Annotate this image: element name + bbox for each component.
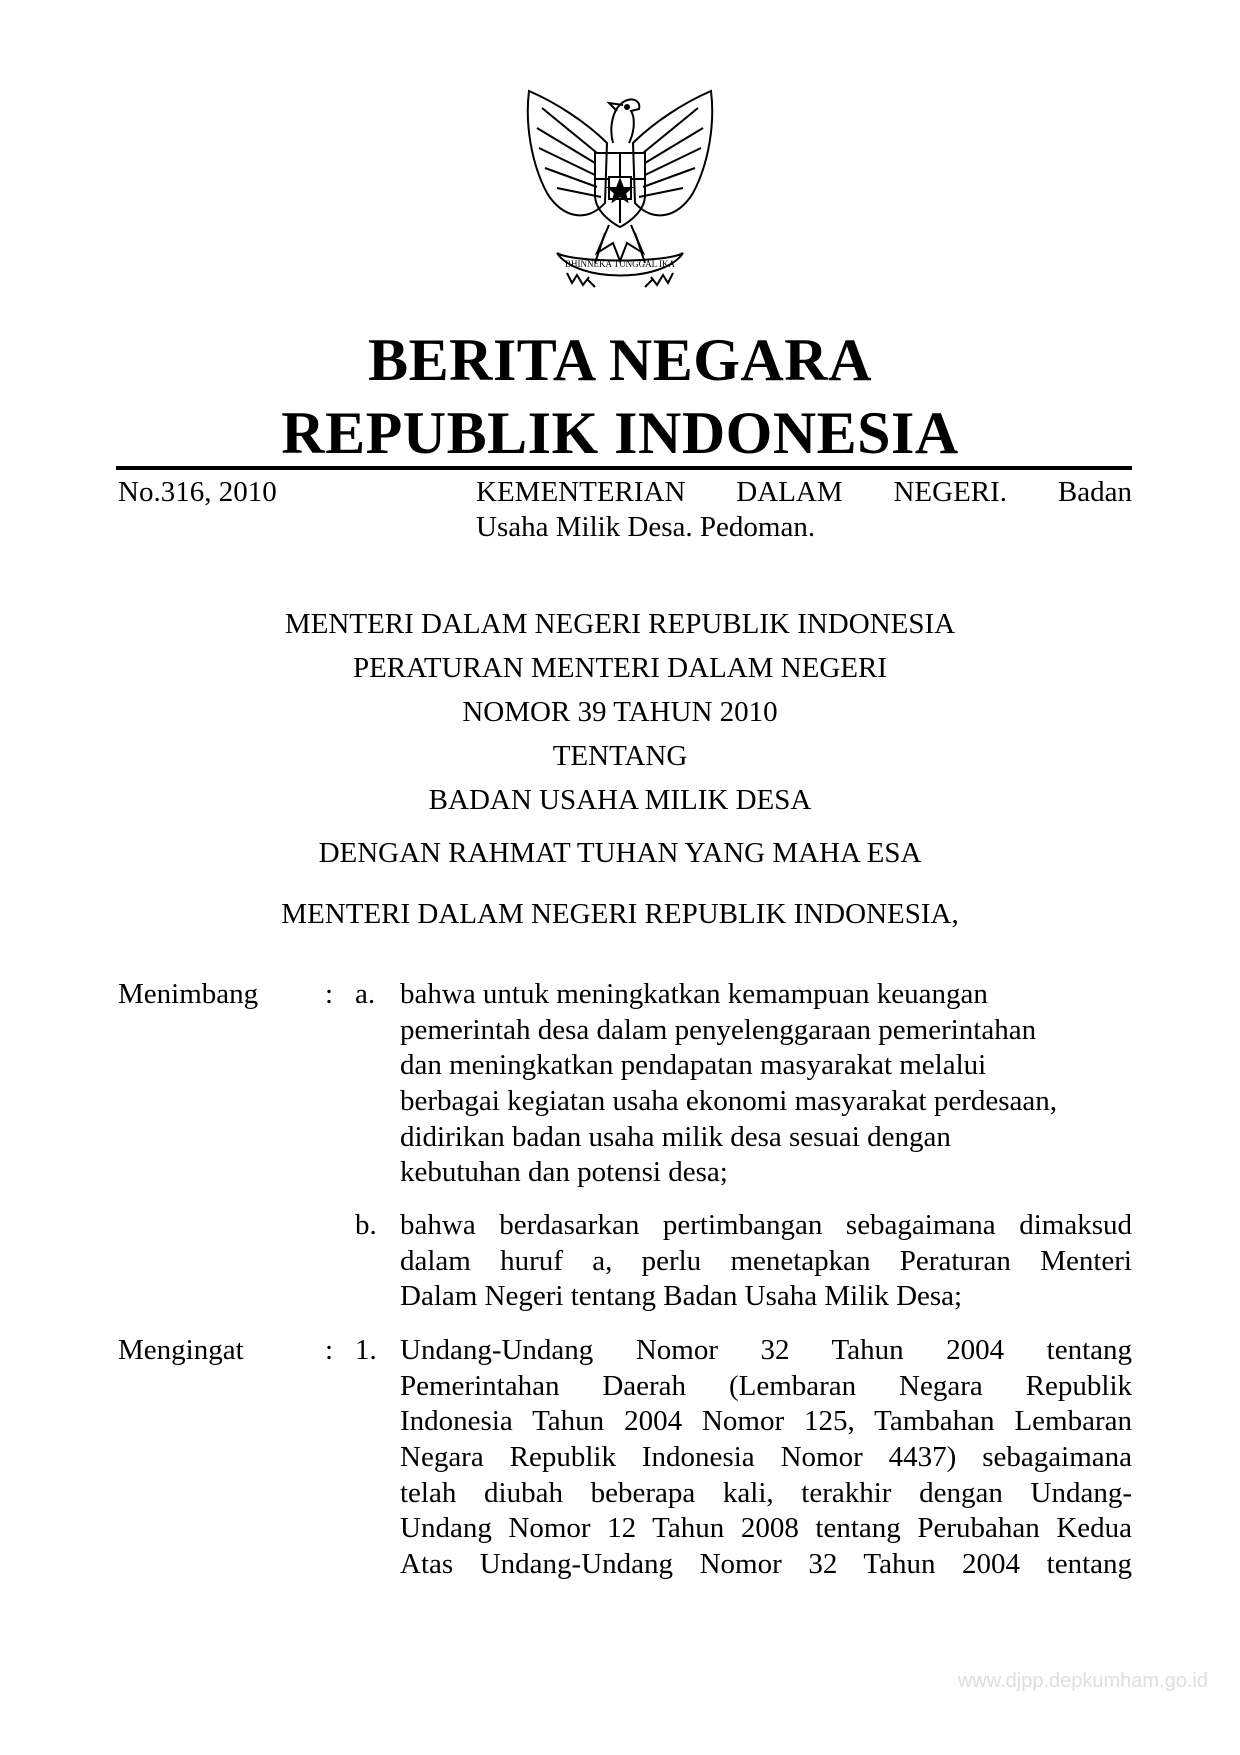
item-marker: b. bbox=[355, 1209, 377, 1241]
paragraph-line: Atas Undang-Undang Nomor 32 Tahun 2004 tentang bbox=[400, 1548, 1132, 1581]
document-number: No.316, 2010 bbox=[118, 476, 277, 508]
document-subject-line-1: KEMENTERIAN DALAM NEGERI. Badan bbox=[476, 476, 1132, 508]
paragraph-line: dan meningkatkan pendapatan masyarakat melalui bbox=[400, 1049, 987, 1082]
item-marker: a. bbox=[355, 978, 376, 1010]
paragraph-line: berbagai kegiatan usaha ekonomi masyarakat perdesaan, bbox=[400, 1085, 1058, 1118]
masthead-line-2: REPUBLIK INDONESIA bbox=[281, 400, 959, 466]
paragraph-line: bahwa untuk meningkatkan kemampuan keuangan bbox=[400, 978, 988, 1010]
paragraph-line: didirikan badan usaha milik desa sesuai dengan bbox=[400, 1120, 951, 1153]
masthead-rule bbox=[116, 466, 1132, 470]
paragraph-line: Undang Nomor 12 Tahun 2008 tentang Perubahan Kedua bbox=[400, 1512, 1132, 1545]
item-marker: 1. bbox=[355, 1334, 377, 1366]
paragraph-line: Negara Republik Indonesia Nomor 4437) sebagaimana bbox=[400, 1441, 1132, 1474]
paragraph-line: kebutuhan dan potensi desa; bbox=[400, 1156, 728, 1189]
heading-line: PERATURAN MENTERI DALAM NEGERI bbox=[352, 652, 888, 684]
menimbang-label: Menimbang bbox=[118, 978, 259, 1010]
paragraph-line: Indonesia Tahun 2004 Nomor 125, Tambahan Lembaran bbox=[400, 1405, 1132, 1438]
garuda-emblem-icon bbox=[517, 83, 723, 303]
mengingat-colon: : bbox=[325, 1334, 334, 1366]
paragraph-line: Undang-Undang Nomor 32 Tahun 2004 tentang bbox=[400, 1334, 1132, 1366]
source-watermark: www.djpp.depkumham.go.id bbox=[957, 1670, 1208, 1692]
heading-line: TENTANG bbox=[552, 740, 688, 772]
paragraph-line: dalam huruf a, perlu menetapkan Peraturan Menteri bbox=[400, 1244, 1132, 1277]
document-subject bbox=[476, 475, 1132, 545]
heading-line: MENTERI DALAM NEGERI REPUBLIK INDONESIA bbox=[284, 608, 956, 640]
regulation-heading bbox=[0, 602, 1240, 822]
minister-line: MENTERI DALAM NEGERI REPUBLIK INDONESIA, bbox=[281, 898, 959, 930]
paragraph-line: Dalam Negeri tentang Badan Usaha Milik Desa; bbox=[400, 1280, 963, 1313]
menimbang-item-a bbox=[400, 977, 1132, 1191]
mengingat-label: Mengingat bbox=[118, 1334, 244, 1366]
heading-line: NOMOR 39 TAHUN 2010 bbox=[462, 696, 778, 728]
masthead-line-1: BERITA NEGARA bbox=[368, 327, 872, 393]
menimbang-item-b bbox=[400, 1208, 1132, 1315]
paragraph-line: Pemerintahan Daerah (Lembaran Negara Republik bbox=[400, 1369, 1132, 1402]
emblem-motto: BHINNEKA TUNGGAL IKA bbox=[565, 259, 675, 269]
paragraph-line: telah diubah beberapa kali, terakhir dengan Undang- bbox=[400, 1476, 1132, 1509]
mengingat-item-1 bbox=[400, 1333, 1132, 1583]
document-subject-line-2: Usaha Milik Desa. Pedoman. bbox=[476, 511, 816, 543]
heading-line: BADAN USAHA MILIK DESA bbox=[428, 784, 812, 816]
menimbang-colon: : bbox=[325, 978, 334, 1010]
preamble-line: DENGAN RAHMAT TUHAN YANG MAHA ESA bbox=[318, 837, 922, 869]
paragraph-line: bahwa berdasarkan pertimbangan sebagaimana dimaksud bbox=[400, 1209, 1132, 1241]
paragraph-line: pemerintah desa dalam penyelenggaraan pemerintahan bbox=[400, 1013, 1037, 1046]
